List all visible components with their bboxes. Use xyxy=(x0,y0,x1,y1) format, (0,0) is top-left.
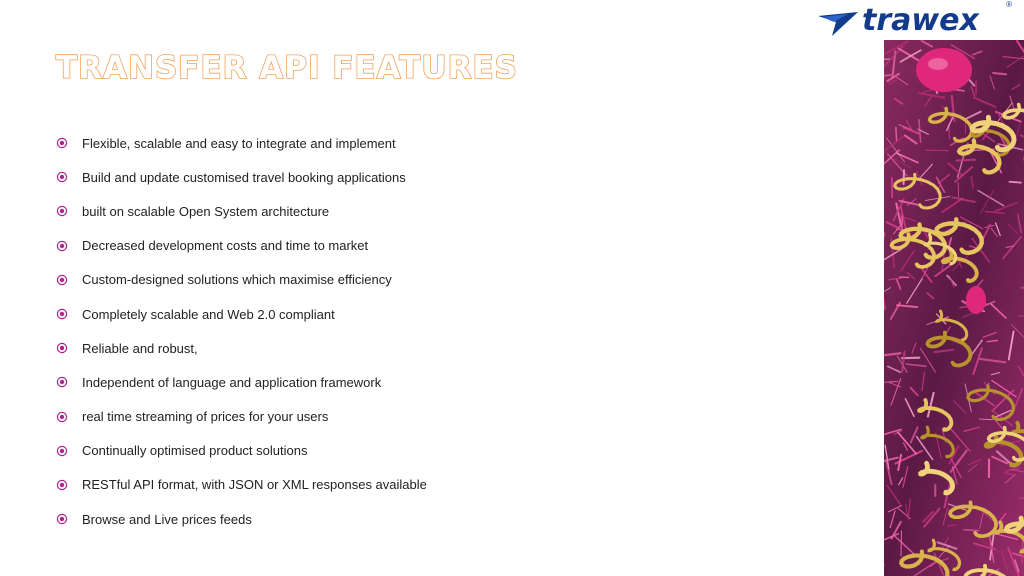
feature-text: Decreased development costs and time to market xyxy=(82,238,369,254)
circle-dot-icon xyxy=(56,171,68,183)
feature-item xyxy=(56,263,427,297)
feature-text: real time streaming of prices for your users xyxy=(82,409,329,425)
feature-text: built on scalable Open System architecture xyxy=(82,203,330,219)
logo-wordmark: trawex xyxy=(862,3,979,38)
feature-text: Completely scalable and Web 2.0 compliant xyxy=(82,306,335,322)
feature-item xyxy=(56,194,427,228)
circle-dot-icon xyxy=(56,479,68,491)
feature-item xyxy=(56,160,427,194)
slide-title: TRANSFER API FEATURES xyxy=(56,50,518,86)
arrow-mark-icon xyxy=(818,10,858,36)
circle-dot-icon xyxy=(56,137,68,149)
feature-text: Independent of language and application framework xyxy=(82,374,382,390)
feature-text: RESTful API format, with JSON or XML responses available xyxy=(82,477,427,493)
trawex-logo xyxy=(818,0,1012,40)
feature-text: Custom-designed solutions which maximise efficiency xyxy=(82,272,392,288)
circle-dot-icon xyxy=(56,240,68,252)
feature-text: Browse and Live prices feeds xyxy=(82,511,252,527)
feature-text: Reliable and robust, xyxy=(82,340,198,356)
feature-item xyxy=(56,229,427,263)
feature-item xyxy=(56,400,427,434)
feature-item xyxy=(56,365,427,399)
circle-dot-icon xyxy=(56,342,68,354)
circle-dot-icon xyxy=(56,205,68,217)
feature-item xyxy=(56,468,427,502)
feature-item xyxy=(56,502,427,536)
circle-dot-icon xyxy=(56,513,68,525)
circle-dot-icon xyxy=(56,411,68,423)
feature-text: Build and update customised travel booking applications xyxy=(82,169,406,185)
party-ribbons-image xyxy=(884,40,1024,576)
registered-mark: ® xyxy=(1006,0,1012,9)
feature-text: Continually optimised product solutions xyxy=(82,443,308,459)
feature-text: Flexible, scalable and easy to integrate and implement xyxy=(82,135,396,151)
feature-item xyxy=(56,126,427,160)
feature-item xyxy=(56,331,427,365)
feature-item xyxy=(56,434,427,468)
circle-dot-icon xyxy=(56,308,68,320)
feature-item xyxy=(56,297,427,331)
circle-dot-icon xyxy=(56,376,68,388)
circle-dot-icon xyxy=(56,445,68,457)
feature-list xyxy=(56,126,427,536)
circle-dot-icon xyxy=(56,274,68,286)
